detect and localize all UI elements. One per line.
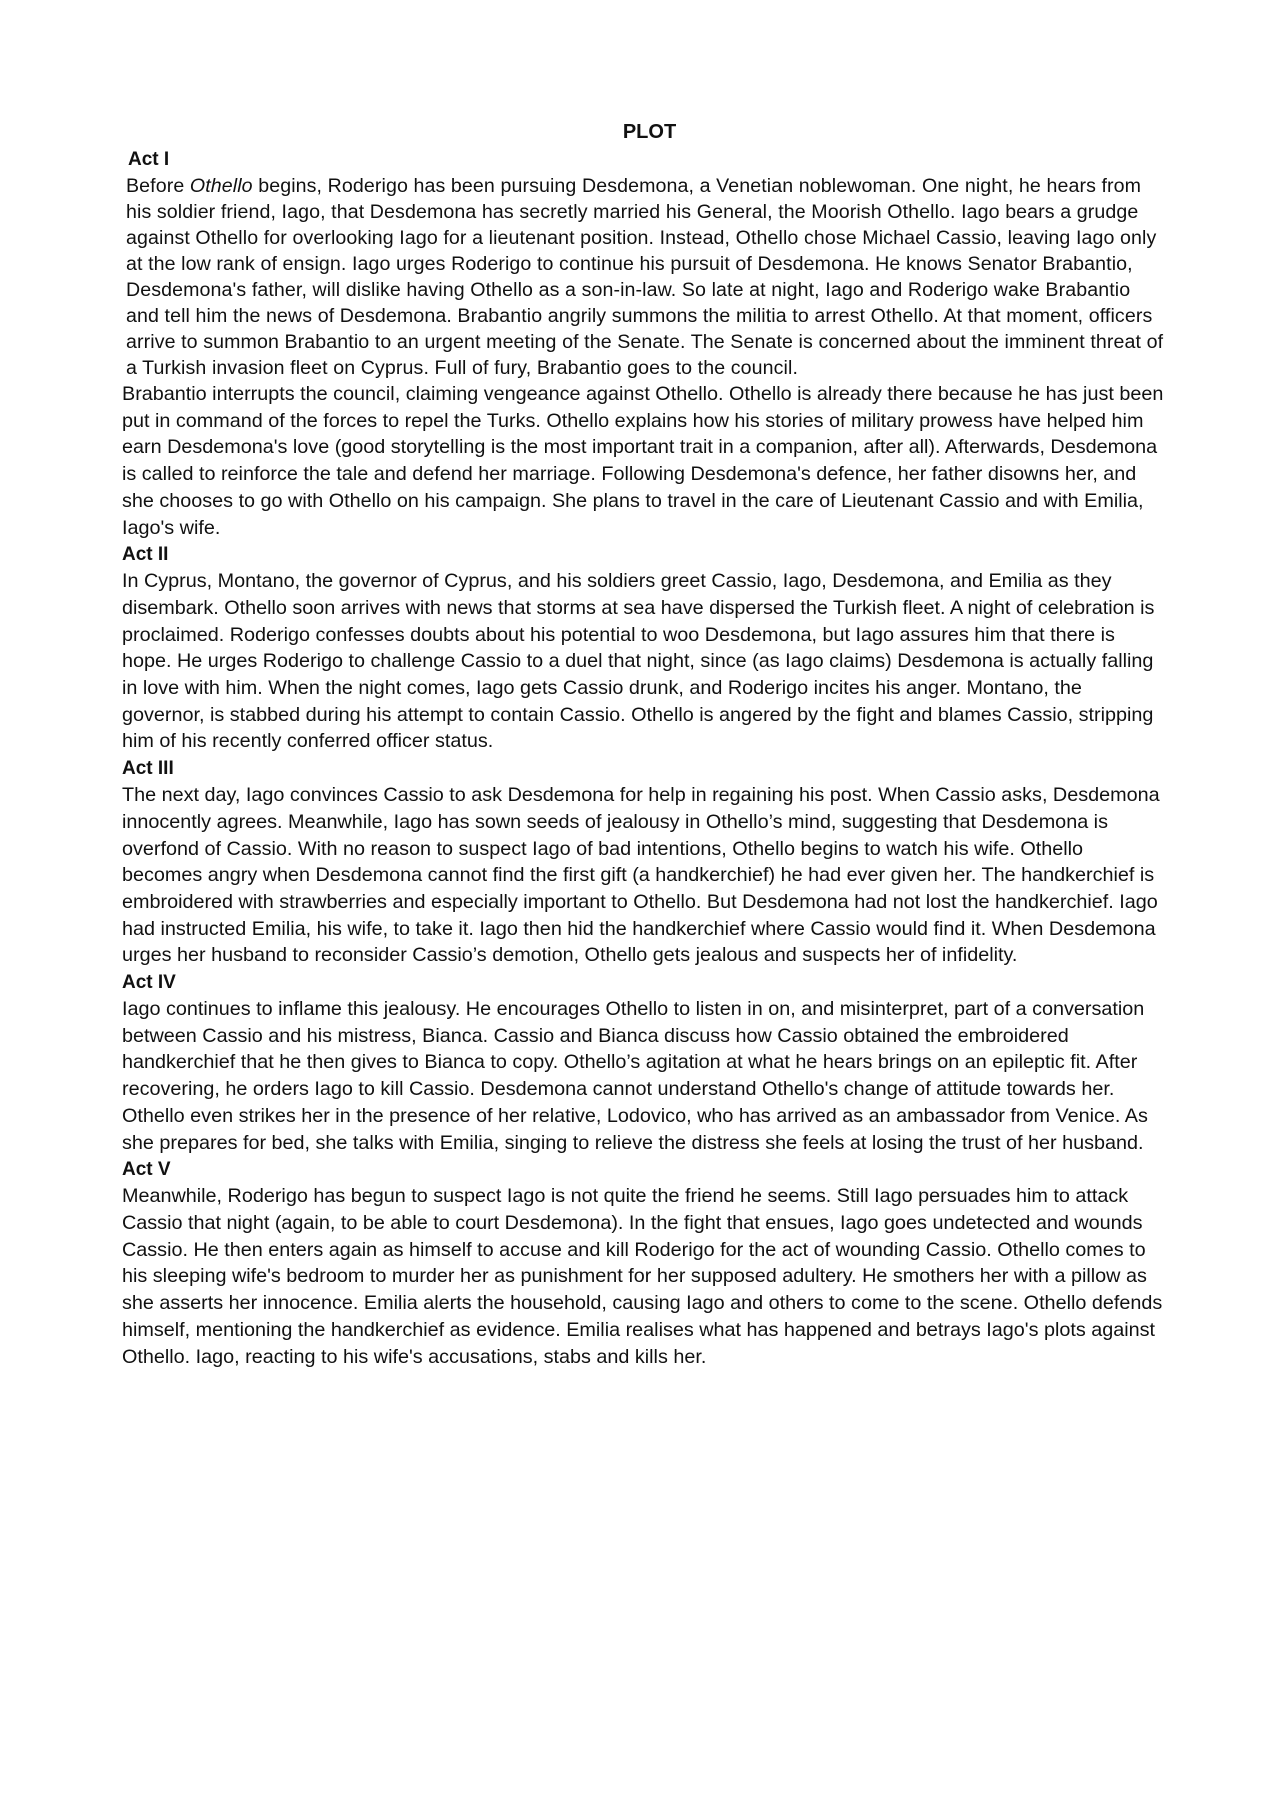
act-4-paragraph-1: Iago continues to inflame this jealousy. He encourages Othello to listen in on, and misinterpret, part of a conversation between Cassio and his mistress, Bianca. Cassio and Bianca discuss how Cassio obtained the embroidered handkerchief that he then gives to Bianca to copy. Othello’s agitation at what he hears brings on an epileptic fit. After recovering, he orders Iago to kill Cassio. Desdemona cannot understand Othello's change of attitude towards her. Othello even strikes her in the presence of her relative, Lodovico, who has arrived as an ambassador from Venice. As she prepares for bed, she talks with Emilia, singing to relieve the distress she feels at losing the trust of her husband. <box>122 998 1148 1154</box>
act-5-section <box>122 1156 1167 1370</box>
act-1-section <box>122 146 1167 541</box>
act-4-heading: Act IV <box>122 972 176 994</box>
page-title: PLOT <box>622 121 677 143</box>
act-1-heading: Act I <box>128 149 170 170</box>
act-4-section <box>122 969 1167 1156</box>
act-3-paragraph-1: The next day, Iago convinces Cassio to ask Desdemona for help in regaining his post. When Cassio asks, Desdemona innocently agrees. Meanwhile, Iago has sown seeds of jealousy in Othello’s mind, suggesting that Desdemona is overfond of Cassio. With no reason to suspect Iago of bad intentions, Othello begins to watch his wife. Othello becomes angry when Desdemona cannot find the first gift (a handkerchief) he had ever given her. The handkerchief is embroidered with strawberries and especially important to Othello. But Desdemona had not lost the handkerchief. Iago had instructed Emilia, his wife, to take it. Iago then hid the handkerchief where Cassio would find it. When Desdemona urges her husband to reconsider Cassio’s demotion, Othello gets jealous and suspects her of infidelity. <box>122 784 1160 967</box>
play-title-italic: Othello <box>189 175 253 197</box>
act-1-intro-before: Before <box>126 175 190 197</box>
document-page <box>122 118 1167 1370</box>
act-3-section <box>122 755 1167 969</box>
act-3-heading: Act III <box>122 758 174 780</box>
act-1-paragraph-2: Brabantio interrupts the council, claiming vengeance against Othello. Othello is already there because he has just been put in command of the forces to repel the Turks. Othello explains how his stories of military prowess have helped him earn Desdemona's love (good storytelling is the most important trait in a companion, after all). Afterwards, Desdemona is called to reinforce the tale and defend her marriage. Following Desdemona's defence, her father disowns her, and she chooses to go with Othello on his campaign. She plans to travel in the care of Lieutenant Cassio and with Emilia, Iago's wife. <box>122 383 1164 539</box>
act-1-paragraph-1 <box>122 173 1167 381</box>
act-2-heading: Act II <box>122 544 169 566</box>
act-1-paragraph-1-text: begins, Roderigo has been pursuing Desdemona, a Venetian noblewoman. One night, he hears from his soldier friend, Iago, that Desdemona has secretly married his General, the Moorish Othello. Iago bears a grudge against Othello for overlooking Iago for a lieutenant position. Instead, Othello chose Michael Cassio, leaving Iago only at the low rank of ensign. Iago urges Roderigo to continue his pursuit of Desdemona. He knows Senator Brabantio, Desdemona's father, will dislike having Othello as a son-in-law. So late at night, Iago and Roderigo wake Brabantio and tell him the news of Desdemona. Brabantio angrily summons the militia to arrest Othello. At that moment, officers arrive to summon Brabantio to an urgent meeting of the Senate. The Senate is concerned about the imminent threat of a Turkish invasion fleet on Cyprus. Full of fury, Brabantio goes to the council. <box>126 175 1164 379</box>
act-5-heading: Act V <box>122 1159 171 1181</box>
act-5-paragraph-1: Meanwhile, Roderigo has begun to suspect Iago is not quite the friend he seems. Still Iago persuades him to attack Cassio that night (again, to be able to court Desdemona). In the fight that ensues, Iago goes undetected and wounds Cassio. He then enters again as himself to accuse and kill Roderigo for the act of wounding Cassio. Othello comes to his sleeping wife's bedroom to murder her as punishment for her supposed adultery. He smothers her with a pillow as she asserts her innocence. Emilia alerts the household, causing Iago and others to come to the scene. Othello defends himself, mentioning the handkerchief as evidence. Emilia realises what has happened and betrays Iago's plots against Othello. Iago, reacting to his wife's accusations, stabs and kills her. <box>122 1185 1163 1368</box>
act-2-paragraph-1: In Cyprus, Montano, the governor of Cyprus, and his soldiers greet Cassio, Iago, Desdemona, and Emilia as they disembark. Othello soon arrives with news that storms at sea have dispersed the Turkish fleet. A night of celebration is proclaimed. Roderigo confesses doubts about his potential to woo Desdemona, but Iago assures him that there is hope. He urges Roderigo to challenge Cassio to a duel that night, since (as Iago claims) Desdemona is actually falling in love with him. When the night comes, Iago gets Cassio drunk, and Roderigo incites his anger. Montano, the governor, is stabbed during his attempt to contain Cassio. Othello is angered by the fight and blames Cassio, stripping him of his recently conferred officer status. <box>122 570 1155 753</box>
act-2-section <box>122 541 1167 755</box>
